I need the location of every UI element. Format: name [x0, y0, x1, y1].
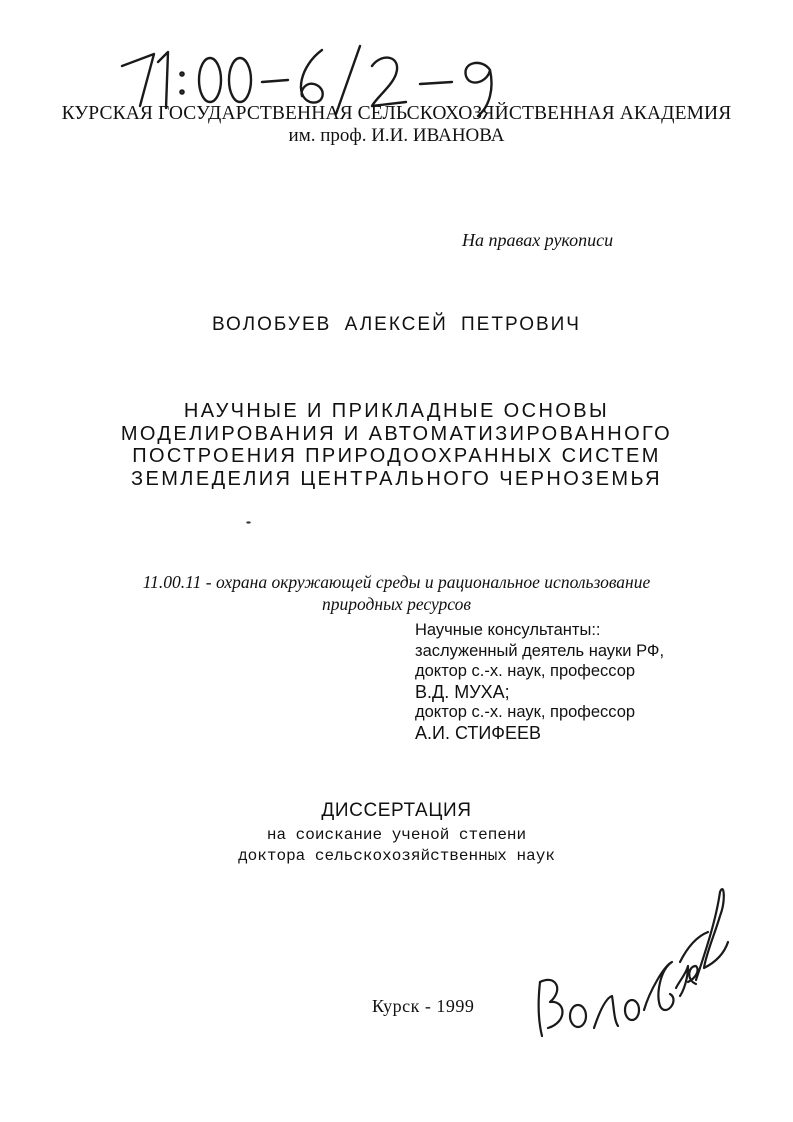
institution-named-after: им. проф. И.И. ИВАНОВА — [288, 125, 505, 146]
consultant-title: заслуженный деятель науки РФ, — [415, 641, 665, 660]
manuscript-rights-note: На правах рукописи — [462, 230, 614, 250]
city-year: Курск - 1999 — [372, 996, 475, 1016]
thesis-title-line: НАУЧНЫЕ И ПРИКЛАДНЫЕ ОСНОВЫ — [183, 400, 610, 422]
specialty-line: природных ресурсов — [322, 594, 471, 614]
institution-name: КУРСКАЯ ГОСУДАРСТВЕННАЯ СЕЛЬСКОХОЗЯЙСТВЕННАЯ АКАДЕМИЯ — [61, 103, 732, 124]
degree-name: доктора сельскохозяйственных наук — [238, 847, 555, 865]
stray-ink-mark — [246, 521, 251, 524]
scientific-consultants — [415, 620, 664, 743]
specialty-code — [0, 571, 793, 615]
author-signature — [520, 870, 750, 1050]
consultant-name: А.И. СТИФЕЕВ — [415, 722, 541, 743]
consultant-title: доктор с.-х. наук, профессор — [415, 662, 636, 680]
thesis-title-line: ЗЕМЛЕДЕЛИЯ ЦЕНТРАЛЬНОГО ЧЕРНОЗЕМЬЯ — [131, 467, 662, 490]
dissertation-label: ДИССЕРТАЦИЯ — [321, 800, 472, 821]
degree-purpose: на соискание ученой степени — [266, 826, 527, 844]
consultant-title: доктор с.-х. наук, профессор — [415, 703, 636, 721]
consultant-name: В.Д. МУХА; — [415, 681, 510, 702]
author-name: ВОЛОБУЕВ АЛЕКСЕЙ ПЕТРОВИЧ — [212, 314, 581, 335]
thesis-title — [0, 400, 793, 490]
specialty-line: 11.00.11 - охрана окружающей среды и рациональное использование — [142, 572, 651, 592]
thesis-title-line: ПОСТРОЕНИЯ ПРИРОДООХРАННЫХ СИСТЕМ — [132, 445, 661, 467]
thesis-title-line: МОДЕЛИРОВАНИЯ И АВТОМАТИЗИРОВАННОГО — [120, 422, 673, 445]
consultants-heading: Научные консультанты:: — [415, 621, 601, 639]
